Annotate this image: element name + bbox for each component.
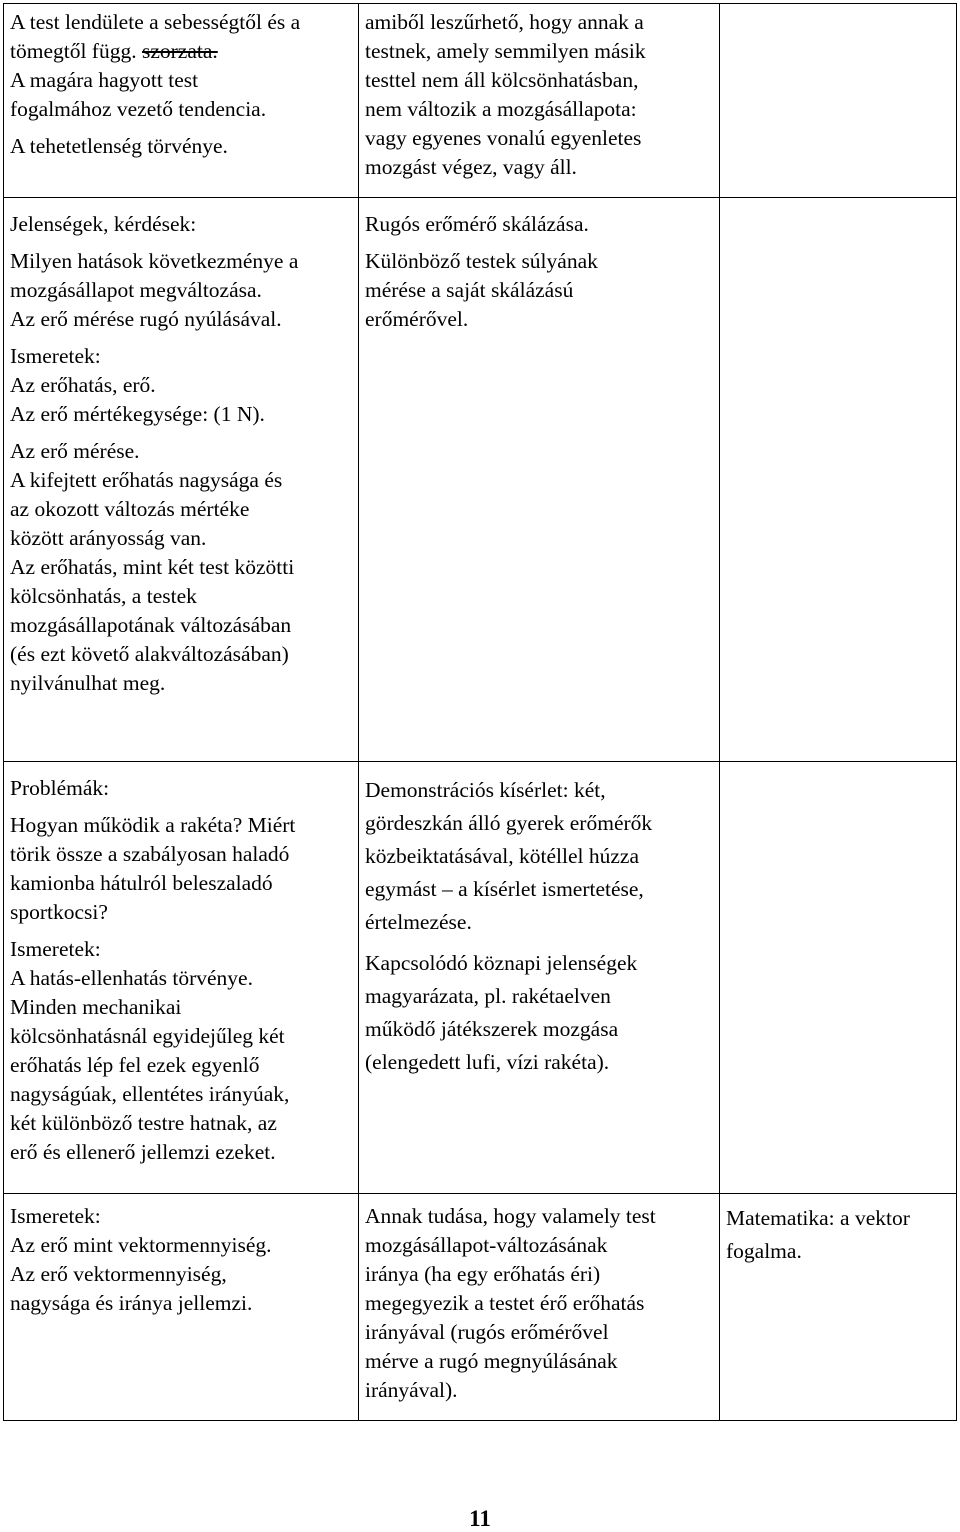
curriculum-table	[3, 3, 957, 1421]
text-line: kölcsönhatásnál egyidejűleg két	[10, 1024, 285, 1048]
table-cell	[720, 198, 957, 762]
text-line: mozgást végez, vagy áll.	[365, 155, 577, 179]
text-line: nagyságúak, ellentétes irányúak,	[10, 1082, 290, 1106]
text-line: törik össze a szabályosan haladó	[10, 842, 290, 866]
text-line: vagy egyenes vonalú egyenletes	[365, 126, 642, 150]
table-cell	[720, 762, 957, 1194]
table-cell	[359, 4, 720, 198]
text-line: fogalmához vezető tendencia.	[10, 97, 267, 121]
text-line: A hatás-ellenhatás törvénye.	[10, 966, 253, 990]
text-line: között arányosság van.	[10, 526, 207, 550]
text-line: fogalma.	[726, 1239, 802, 1263]
text-line: két különböző testre hatnak, az	[10, 1111, 277, 1135]
table-cell	[4, 1194, 359, 1421]
text-line: Az erő vektormennyiség,	[10, 1262, 227, 1286]
text-line: gördeszkán álló gyerek erőmérők	[365, 811, 653, 835]
text-line: értelmezése.	[365, 910, 472, 934]
text-line: mozgásállapotának változásában	[10, 613, 292, 637]
text-line: Az erő mérése rugó nyúlásával.	[10, 307, 282, 331]
text-line: testtel nem áll kölcsönhatásban,	[365, 68, 639, 92]
heading: Ismeretek:	[10, 937, 101, 961]
text-line: Az erő mint vektormennyiség.	[10, 1233, 272, 1257]
text-line: A kifejtett erőhatás nagysága és	[10, 468, 283, 492]
text-line: Kapcsolódó köznapi jelenségek	[365, 951, 638, 975]
text-line: A magára hagyott test	[10, 68, 199, 92]
text-line: sportkocsi?	[10, 900, 108, 924]
section-title: A tehetetlenség törvénye.	[10, 134, 228, 158]
table-cell	[720, 1194, 957, 1421]
text-line: amiből leszűrhető, hogy annak a	[365, 10, 644, 34]
text-line: működő játékszerek mozgása	[365, 1017, 619, 1041]
text-line: Az erőhatás, erő.	[10, 373, 156, 397]
text-line: Az erőhatás, mint két test közötti	[10, 555, 295, 579]
text-line: Demonstrációs kísérlet: két,	[365, 778, 606, 802]
text-line: Milyen hatások következménye a	[10, 249, 299, 273]
text-line: az okozott változás mértéke	[10, 497, 250, 521]
text-line: testnek, amely semmilyen másik	[365, 39, 646, 63]
text-line: Az erő mérése.	[10, 439, 140, 463]
text-line: közbeiktatásával, kötéllel húzza	[365, 844, 639, 868]
struck-text: szorzata.	[141, 39, 218, 63]
table-cell	[4, 4, 359, 198]
heading: Problémák:	[10, 776, 110, 800]
table-cell	[359, 762, 720, 1194]
text-line: Rugós erőmérő skálázása.	[365, 212, 589, 236]
text-line: Minden mechanikai	[10, 995, 182, 1019]
text-line: nem változik a mozgásállapota:	[365, 97, 637, 121]
heading: Jelenségek, kérdések:	[10, 212, 197, 236]
text-line: kölcsönhatás, a testek	[10, 584, 197, 608]
text-line: mérve a rugó megnyúlásának	[365, 1349, 618, 1373]
text-line: iránya (ha egy erőhatás éri)	[365, 1262, 601, 1286]
text-line: kamionba hátulról beleszaladó	[10, 871, 273, 895]
text-line: Matematika: a vektor	[726, 1206, 910, 1230]
text-line: magyarázata, pl. rakétaelven	[365, 984, 611, 1008]
text-line: erőmérővel.	[365, 307, 469, 331]
text-line: Annak tudása, hogy valamely test	[365, 1204, 656, 1228]
text-line: Különböző testek súlyának	[365, 249, 598, 273]
text-line: irányával (rugós erőmérővel	[365, 1320, 609, 1344]
table-row	[4, 198, 957, 762]
text-line: nagysága és iránya jellemzi.	[10, 1291, 253, 1315]
text-line: (és ezt követő alakváltozásában)	[10, 642, 289, 666]
page-number: 11	[469, 1506, 491, 1531]
text-line: (elengedett lufi, vízi rakéta).	[365, 1050, 610, 1074]
text-line: mozgásállapot-változásának	[365, 1233, 608, 1257]
text-line: mozgásállapot megváltozása.	[10, 278, 262, 302]
text-line: nyilvánulhat meg.	[10, 671, 166, 695]
text-line: egymást – a kísérlet ismertetése,	[365, 877, 644, 901]
table-row	[4, 4, 957, 198]
table-row	[4, 1194, 957, 1421]
text-line: mérése a saját skálázású	[365, 278, 574, 302]
text-line: megegyezik a testet érő erőhatás	[365, 1291, 645, 1315]
text-line: Hogyan működik a rakéta? Miért	[10, 813, 296, 837]
table-cell	[4, 198, 359, 762]
text-line: erő és ellenerő jellemzi ezeket.	[10, 1140, 276, 1164]
table-cell	[359, 1194, 720, 1421]
text-line: Az erő mértékegysége: (1 N).	[10, 402, 265, 426]
heading: Ismeretek:	[10, 1204, 101, 1228]
table-cell	[720, 4, 957, 198]
text-line: A test lendülete a sebességtől és a	[10, 10, 301, 34]
text-line: irányával).	[365, 1378, 458, 1402]
heading: Ismeretek:	[10, 344, 101, 368]
text-line: erőhatás lép fel ezek egyenlő	[10, 1053, 260, 1077]
table-row	[4, 762, 957, 1194]
table-cell	[4, 762, 359, 1194]
table-cell	[359, 198, 720, 762]
text-line: tömegtől függ.	[10, 39, 137, 63]
